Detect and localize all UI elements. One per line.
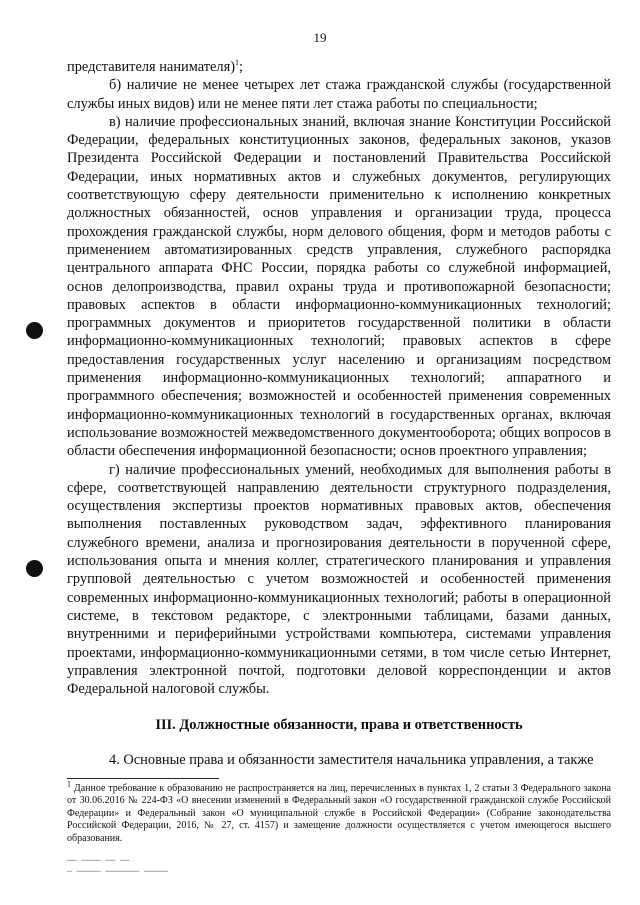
footnote-reference: 1 (235, 58, 240, 68)
footnote (67, 779, 611, 845)
footnote-text: Данное требование к образованию не распространяется на лиц, перечисленных в пунктах 1, 2 статьи 3 Федерального закона от 30.06.2016 № 224-ФЗ «О внесении изменений в Федеральный закон «О государственной гражданской службе Российской Федерации» и Федеральный закон «О муниципальной службе в Российской Федерации» (Собрание законодательства Российской Федерации, 2016, № 27, ст. 4157) и замещение должности осуществляется с учетом имеющегося высшего образования. (67, 783, 611, 844)
continued-line (67, 58, 611, 76)
footnote-divider (67, 778, 219, 779)
continued-line-text: представителя нанимателя) (67, 59, 236, 75)
paragraph-4: 4. Основные права и обязанности заместителя начальника управления, а также (109, 751, 594, 768)
requirement-b: б) наличие не менее четырех лет стажа гражданской службы (государственной службы иных видов) или не менее пяти лет стажа работы по специальности; (67, 77, 611, 112)
punch-hole-bottom (26, 560, 43, 577)
faded-stamp-line-2: ▁ ▁▁▁▁▁ ▁▁▁▁▁▁▁ ▁▁▁▁▁ (67, 863, 169, 872)
faded-stamp-line-1: ▁▁ ▁▁▁▁ ▁▁ ▁▁ (67, 852, 130, 861)
section-heading: III. Должностные обязанности, права и ответственность (155, 717, 523, 734)
page-number: 19 (313, 30, 327, 45)
punch-hole-top (26, 322, 43, 339)
document-body (67, 58, 611, 769)
continued-line-end: ; (239, 59, 244, 75)
footnote-mark: 1 (67, 779, 71, 789)
requirement-g: г) наличие профессиональных умений, необходимых для выполнения работы в сфере, соответствующей направлению деятельности структурного подразделения, осуществления экспертизы проектов нормативных правовых актов, обеспечения выполнения поставленных руководством задач, эффективного планирования служебного времени, анализа и прогнозирования деятельности в порученной сфере, использования опыта и мнения коллег, стратегического планирования и управления групповой деятельностью с учетом возможностей и особенностей применения современных информационно-коммуникационных технологий; работы в операционной системе, в текстовом редакторе, с электронными таблицами, базами данных, внутренними и периферийными устройствами компьютера, системами управления проектами, информационно-коммуникационными сетями, в том числе сетью Интернет, управления электронной почтой, подготовки деловой корреспонденции и актов Федеральной налоговой службы. (67, 461, 611, 698)
requirement-v: в) наличие профессиональных знаний, включая знание Конституции Российской Федерации, федеральных конституционных законов, федеральных законов, указов Президента Российской Федерации и постановлений Правительства Российской Федерации, иных нормативных актов и служебных документов, регулирующих соответствующую сферу деятельности применительно к исполнению конкретных должностных обязанностей, основ управления и организации труда, процесса прохождения гражданской службы, норм делового общения, форм и методов работы с применением автоматизированных средств управления, служебного распорядка центрального аппарата ФНС России, порядка работы со служебной информацией, основ делопроизводства, правил охраны труда и противопожарной безопасности; правовых аспектов в области информационно-коммуникационных технологий; программных документов и приоритетов государственной политики в области информационно-коммуникационных технологий; правовых аспектов в сфере предоставления государственных услуг населению и организациям посредством применения информационно-коммуникационных технологий; аппаратного и программного обеспечения; возможностей и особенностей применения современных информационно-коммуникационных технологий в государственных органах, включая использование возможностей межведомственного документооборота; общих вопросов в области обеспечения информационной безопасности; основ проектного управления; (67, 113, 611, 460)
